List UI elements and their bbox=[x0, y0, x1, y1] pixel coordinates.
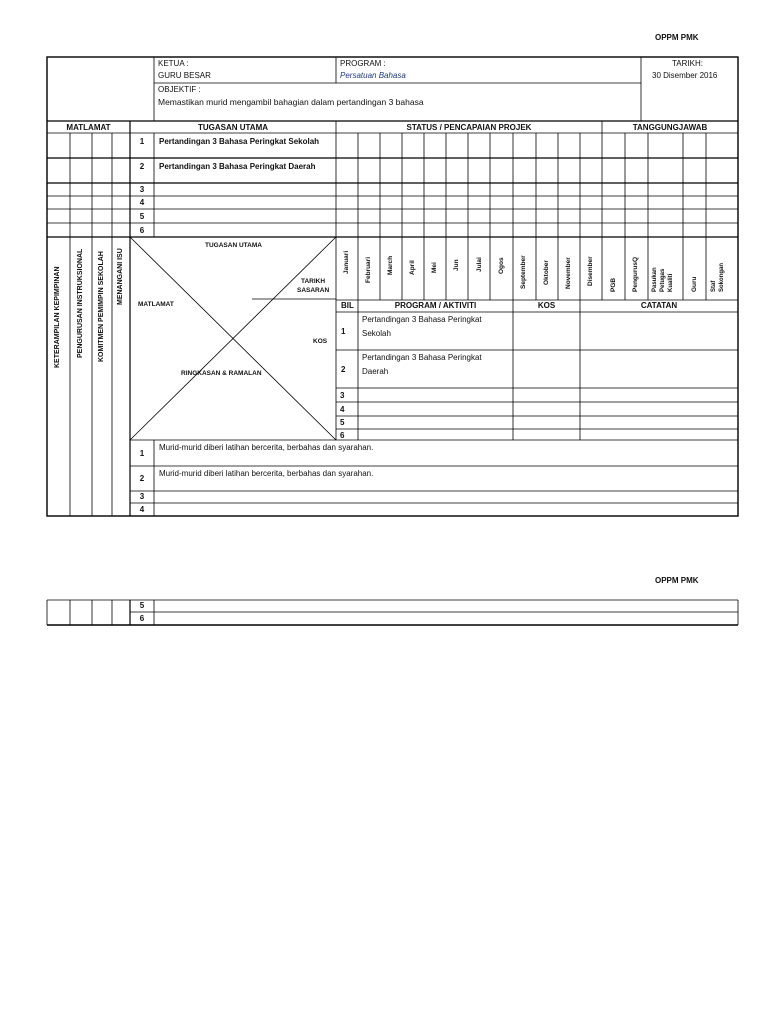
summary-text: Murid-murid diberi latihan bercerita, berbahas dan syarahan. bbox=[159, 469, 374, 478]
summary-number: 6 bbox=[139, 614, 145, 623]
diagram-ringkasan: RINGKASAN & RAMALAN bbox=[181, 370, 262, 377]
header-label-2: OPPM PMK bbox=[655, 576, 699, 585]
task-text: Pertandingan 3 Bahasa Peringkat Daerah bbox=[159, 162, 316, 171]
responsible-label: Pasukan bbox=[652, 267, 658, 292]
month-label: April bbox=[409, 260, 416, 275]
month-label: Ogos bbox=[498, 257, 505, 274]
activity-number: 6 bbox=[340, 431, 345, 440]
status-header: STATUS / PENCAPAIAN PROJEK bbox=[406, 123, 532, 132]
activity-number: 4 bbox=[340, 405, 345, 414]
month-label: Januari bbox=[343, 250, 350, 274]
activity-number: 5 bbox=[340, 418, 345, 427]
diagram-tarikh: TARIKH bbox=[301, 278, 326, 285]
responsible-label: PGB bbox=[610, 277, 617, 292]
task-number: 1 bbox=[139, 137, 145, 146]
summary-number: 2 bbox=[139, 474, 145, 483]
summary-number: 1 bbox=[139, 449, 145, 458]
program-aktiviti-header: PROGRAM / AKTIVITI bbox=[394, 301, 477, 310]
program-value: Persatuan Bahasa bbox=[340, 71, 406, 80]
objektif-label: OBJEKTIF : bbox=[158, 85, 201, 94]
ketua-value: GURU BESAR bbox=[158, 71, 211, 80]
task-number: 6 bbox=[139, 226, 145, 235]
bil-header: BIL bbox=[341, 301, 354, 310]
matlamat-label: MENANGANI ISU bbox=[117, 248, 124, 305]
summary-number: 3 bbox=[139, 492, 145, 501]
tugasan-utama-header: TUGASAN UTAMA bbox=[197, 123, 269, 132]
month-label: September bbox=[520, 255, 527, 289]
objektif-value: Memastikan murid mengambil bahagian dalam pertandingan 3 bahasa bbox=[158, 97, 424, 107]
activity-number: 3 bbox=[340, 391, 345, 400]
catatan-header: CATATAN bbox=[640, 301, 678, 310]
diagram-kos: KOS bbox=[313, 338, 328, 345]
tarikh-label: TARIKH: bbox=[672, 59, 703, 68]
task-text: Pertandingan 3 Bahasa Peringkat Sekolah bbox=[159, 137, 320, 146]
month-label: Julai bbox=[476, 257, 483, 272]
responsible-label: PengurusQ bbox=[632, 256, 639, 292]
summary-text: Murid-murid diberi latihan bercerita, berbahas dan syarahan. bbox=[159, 443, 374, 452]
month-label: Jun bbox=[453, 259, 460, 271]
tarikh-value: 30 Disember 2016 bbox=[652, 71, 718, 80]
matlamat-header: MATLAMAT bbox=[66, 123, 111, 132]
month-label: March bbox=[387, 255, 394, 275]
task-number: 2 bbox=[139, 162, 145, 171]
header-label: OPPM PMK bbox=[655, 33, 699, 42]
responsible-label: Kualiti bbox=[668, 273, 674, 292]
month-label: November bbox=[565, 257, 572, 289]
responsible-label: Petugas bbox=[660, 268, 666, 292]
month-label: Februari bbox=[365, 256, 372, 283]
responsible-label: Guru bbox=[691, 276, 698, 292]
task-number: 3 bbox=[139, 185, 145, 194]
summary-number: 5 bbox=[139, 601, 145, 610]
matlamat-label: KETERAMPILAN KEPIMPINAN bbox=[54, 266, 61, 368]
kos-header: KOS bbox=[537, 301, 556, 310]
activity-text: Daerah bbox=[362, 367, 389, 376]
activity-number: 2 bbox=[341, 365, 346, 374]
responsible-label: Staf bbox=[711, 280, 717, 292]
responsible-label: Sokongan bbox=[719, 262, 725, 292]
tanggungjawab-header: TANGGUNGJAWAB bbox=[632, 123, 708, 132]
diagram-tugasan-utama: TUGASAN UTAMA bbox=[205, 242, 262, 249]
activity-text: Pertandingan 3 Bahasa Peringkat bbox=[362, 353, 482, 362]
matlamat-label: KOMITMEN PEMIMPIN SEKOLAH bbox=[98, 251, 105, 362]
program-label: PROGRAM : bbox=[340, 59, 386, 68]
ketua-label: KETUA : bbox=[158, 59, 189, 68]
diagram-sasaran: SASARAN bbox=[297, 287, 330, 294]
month-label: Mei bbox=[431, 262, 438, 273]
matlamat-label: PENGURUSAN INSTRUKSIONAL bbox=[77, 248, 84, 358]
activity-text: Pertandingan 3 Bahasa Peringkat bbox=[362, 315, 482, 324]
activity-number: 1 bbox=[341, 327, 346, 336]
task-number: 5 bbox=[139, 212, 145, 221]
activity-text: Sekolah bbox=[362, 329, 391, 338]
diagram-matlamat: MATLAMAT bbox=[138, 301, 174, 308]
month-label: Oktober bbox=[543, 260, 550, 285]
month-label: Disember bbox=[587, 256, 594, 286]
task-number: 4 bbox=[139, 198, 145, 207]
summary-number: 4 bbox=[139, 505, 145, 514]
